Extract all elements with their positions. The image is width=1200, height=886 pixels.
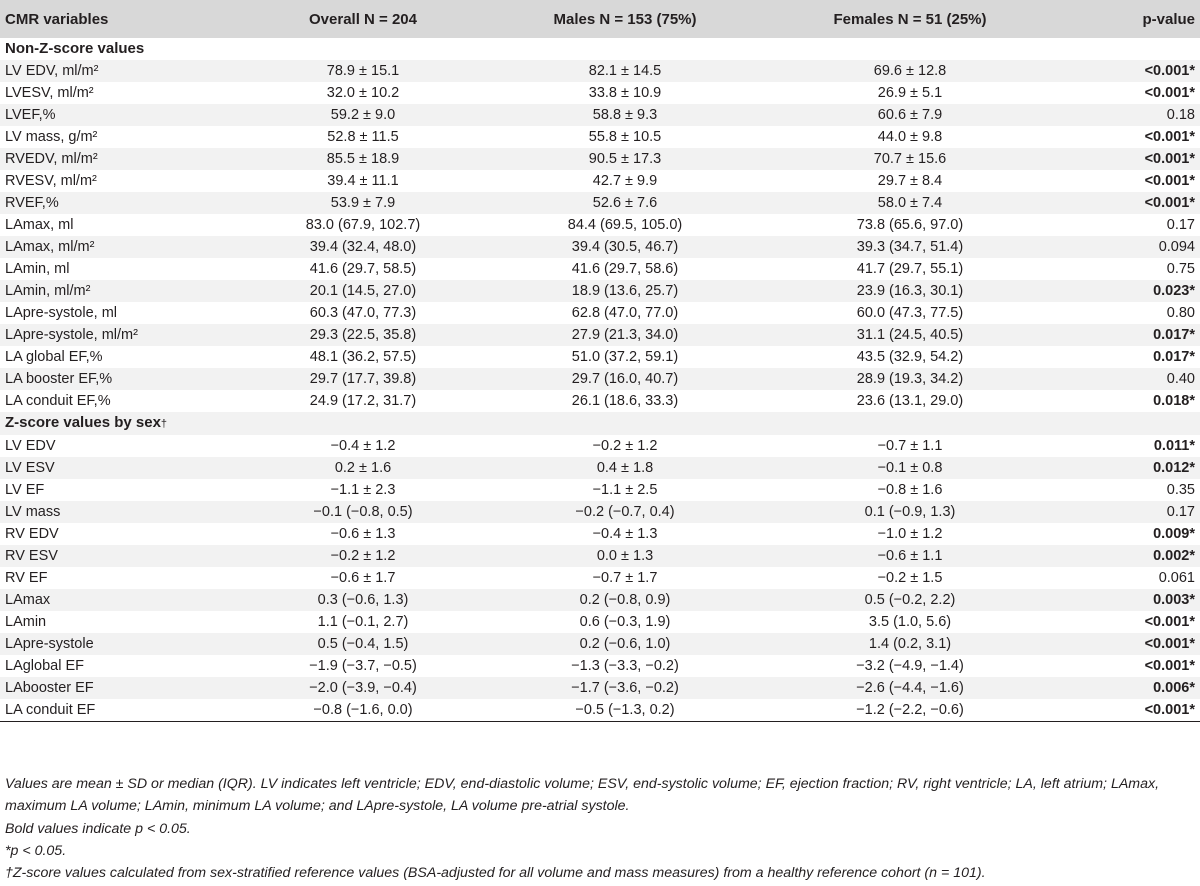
p-value: 0.40 xyxy=(1166,371,1195,387)
row-label: LApre-systole xyxy=(5,636,94,652)
females-value: 31.1 (24.5, 40.5) xyxy=(856,327,964,343)
overall-value: 60.3 (47.0, 77.3) xyxy=(309,305,417,321)
table-row xyxy=(0,324,1200,346)
females-value: 29.7 ± 8.4 xyxy=(877,173,943,189)
p-value: 0.002* xyxy=(1153,548,1195,564)
row-label: RVEF,% xyxy=(5,195,59,211)
table-row xyxy=(0,126,1200,148)
males-value: −1.3 (−3.3, −0.2) xyxy=(571,658,679,674)
overall-value: 32.0 ± 10.2 xyxy=(326,85,400,101)
overall-value: 52.8 ± 11.5 xyxy=(327,129,399,145)
males-value: 42.7 ± 9.9 xyxy=(592,173,658,189)
p-value: 0.75 xyxy=(1166,261,1195,277)
table-row xyxy=(0,368,1200,390)
overall-value: −1.1 ± 2.3 xyxy=(330,482,396,498)
p-value: <0.001* xyxy=(1144,658,1195,674)
p-value: <0.001* xyxy=(1144,195,1195,211)
males-value: 55.8 ± 10.5 xyxy=(588,129,662,145)
females-value: 43.5 (32.9, 54.2) xyxy=(856,349,964,365)
overall-value: 29.7 (17.7, 39.8) xyxy=(309,371,417,387)
females-value: 0.5 (−0.2, 2.2) xyxy=(864,592,956,608)
table-row xyxy=(0,435,1200,457)
females-value: −3.2 (−4.9, −1.4) xyxy=(856,658,964,674)
females-value: −0.6 ± 1.1 xyxy=(877,548,943,564)
row-label: LVEF,% xyxy=(5,107,56,123)
table-row xyxy=(0,479,1200,501)
overall-value: 24.9 (17.2, 31.7) xyxy=(309,393,417,409)
p-value: 0.023* xyxy=(1153,283,1195,299)
overall-value: 0.5 (−0.4, 1.5) xyxy=(317,636,409,652)
table-row xyxy=(0,60,1200,82)
males-value: −0.5 (−1.3, 0.2) xyxy=(575,702,675,718)
males-value: −0.2 ± 1.2 xyxy=(592,438,658,454)
females-value: −0.1 ± 0.8 xyxy=(877,460,943,476)
footnote-dagger: †Z-score values calculated from sex-stratified reference values (BSA-adjusted for all volume and mass measures) from a healthy reference cohort (n = 101). xyxy=(5,865,986,882)
p-value: <0.001* xyxy=(1144,63,1195,79)
females-value: 39.3 (34.7, 51.4) xyxy=(856,239,964,255)
females-value: −2.6 (−4.4, −1.6) xyxy=(856,680,964,696)
females-value: −1.2 (−2.2, −0.6) xyxy=(856,702,964,718)
females-value: 26.9 ± 5.1 xyxy=(877,85,943,101)
overall-value: 83.0 (67.9, 102.7) xyxy=(305,217,421,233)
females-value: 3.5 (1.0, 5.6) xyxy=(868,614,952,630)
males-value: 27.9 (21.3, 34.0) xyxy=(571,327,679,343)
row-label: LAglobal EF xyxy=(5,658,84,674)
males-value: 82.1 ± 14.5 xyxy=(588,63,662,79)
males-value: 18.9 (13.6, 25.7) xyxy=(571,283,679,299)
overall-value: 29.3 (22.5, 35.8) xyxy=(309,327,417,343)
overall-value: −2.0 (−3.9, −0.4) xyxy=(309,680,417,696)
table-row xyxy=(0,390,1200,412)
males-value: 0.4 ± 1.8 xyxy=(596,460,654,476)
p-value: 0.012* xyxy=(1153,460,1195,476)
footnote-bold-values: Bold values indicate p < 0.05. xyxy=(5,820,191,837)
overall-value: 41.6 (29.7, 58.5) xyxy=(309,261,417,277)
females-value: 23.6 (13.1, 29.0) xyxy=(856,393,964,409)
males-value: 62.8 (47.0, 77.0) xyxy=(571,305,679,321)
table-body xyxy=(0,38,1200,722)
table-row xyxy=(0,192,1200,214)
table-footnotes xyxy=(5,773,1195,884)
females-value: 60.6 ± 7.9 xyxy=(877,107,943,123)
overall-value: −0.8 (−1.6, 0.0) xyxy=(313,702,413,718)
row-label: RV ESV xyxy=(5,548,58,564)
row-label: LAmax, ml/m² xyxy=(5,239,95,255)
males-value: 41.6 (29.7, 58.6) xyxy=(571,261,679,277)
p-value: 0.094 xyxy=(1158,239,1195,255)
overall-value: 48.1 (36.2, 57.5) xyxy=(309,349,417,365)
males-value: 0.0 ± 1.3 xyxy=(596,548,654,564)
table-row xyxy=(0,148,1200,170)
row-label: LV ESV xyxy=(5,460,55,476)
females-value: −0.8 ± 1.6 xyxy=(877,482,943,498)
males-value: 29.7 (16.0, 40.7) xyxy=(571,371,679,387)
table-row xyxy=(0,589,1200,611)
males-value: −0.7 ± 1.7 xyxy=(592,570,658,586)
males-value: −0.2 (−0.7, 0.4) xyxy=(575,504,675,520)
section-header-row xyxy=(0,412,1200,435)
males-value: −0.4 ± 1.3 xyxy=(592,526,658,542)
row-label: RVESV, ml/m² xyxy=(5,173,97,189)
p-value: 0.009* xyxy=(1153,526,1195,542)
table-row xyxy=(0,302,1200,324)
row-label: RVEDV, ml/m² xyxy=(5,151,98,167)
table-row xyxy=(0,82,1200,104)
p-value: 0.17 xyxy=(1166,217,1195,233)
header-row xyxy=(0,0,1200,38)
row-label: LV mass xyxy=(5,504,61,520)
p-value: 0.35 xyxy=(1166,482,1195,498)
header-males: Males N = 153 (75%) xyxy=(553,10,697,28)
table-row xyxy=(0,104,1200,126)
p-value: <0.001* xyxy=(1144,173,1195,189)
males-value: 33.8 ± 10.9 xyxy=(588,85,662,101)
table-row xyxy=(0,699,1200,722)
row-label: LA conduit EF,% xyxy=(5,393,111,409)
overall-value: 0.3 (−0.6, 1.3) xyxy=(317,592,409,608)
overall-value: 53.9 ± 7.9 xyxy=(330,195,396,211)
overall-value: 39.4 ± 11.1 xyxy=(327,173,399,189)
p-value: 0.80 xyxy=(1166,305,1195,321)
row-label: LV mass, g/m² xyxy=(5,129,98,145)
row-label: LAbooster EF xyxy=(5,680,94,696)
footnote-abbreviations: Values are mean ± SD or median (IQR). LV indicates left ventricle; EDV, end-diastolic volume; ESV, end-systolic volume; EF, ejection fraction; RV, right ventricle; LA, left atrium; LAmax, maximum LA volume; LAmin, minimum LA volume; and LApre-systole, LA volume pre-atrial systole. xyxy=(5,776,1160,815)
row-label: LA conduit EF xyxy=(5,702,96,718)
section-title-text: Z-score values by sex xyxy=(5,414,161,431)
section-title xyxy=(0,38,1200,60)
row-label: LA global EF,% xyxy=(5,349,103,365)
row-label: LV EDV, ml/m² xyxy=(5,63,99,79)
males-value: 0.6 (−0.3, 1.9) xyxy=(579,614,671,630)
p-value: 0.061 xyxy=(1158,570,1195,586)
row-label: LAmin, ml/m² xyxy=(5,283,91,299)
table-row xyxy=(0,346,1200,368)
section-header-row xyxy=(0,38,1200,60)
males-value: 26.1 (18.6, 33.3) xyxy=(571,393,679,409)
p-value: 0.018* xyxy=(1153,393,1195,409)
p-value: <0.001* xyxy=(1144,151,1195,167)
table-row xyxy=(0,633,1200,655)
dagger-mark: † xyxy=(160,418,168,430)
table-row xyxy=(0,170,1200,192)
females-value: 44.0 ± 9.8 xyxy=(877,129,943,145)
table-row xyxy=(0,258,1200,280)
females-value: 58.0 ± 7.4 xyxy=(877,195,943,211)
p-value: <0.001* xyxy=(1144,702,1195,718)
table-row xyxy=(0,545,1200,567)
females-value: 73.8 (65.6, 97.0) xyxy=(856,217,964,233)
p-value: 0.003* xyxy=(1153,592,1195,608)
females-value: 69.6 ± 12.8 xyxy=(873,63,947,79)
table-row xyxy=(0,214,1200,236)
p-value: 0.011* xyxy=(1153,438,1195,454)
males-value: 58.8 ± 9.3 xyxy=(592,107,658,123)
row-label: LA booster EF,% xyxy=(5,371,113,387)
p-value: 0.17 xyxy=(1166,504,1195,520)
table-row xyxy=(0,457,1200,479)
p-value: 0.017* xyxy=(1153,349,1195,365)
row-label: LAmax, ml xyxy=(5,217,74,233)
row-label: LV EF xyxy=(5,482,45,498)
header-cmr-variables: CMR variables xyxy=(5,10,109,28)
males-value: 0.2 (−0.6, 1.0) xyxy=(579,636,671,652)
overall-value: −0.1 (−0.8, 0.5) xyxy=(313,504,413,520)
females-value: 41.7 (29.7, 55.1) xyxy=(856,261,964,277)
p-value: <0.001* xyxy=(1144,129,1195,145)
females-value: 70.7 ± 15.6 xyxy=(873,151,947,167)
p-value: <0.001* xyxy=(1144,614,1195,630)
overall-value: 78.9 ± 15.1 xyxy=(326,63,400,79)
section-title-text: Non-Z-score values xyxy=(5,40,145,57)
row-label: LV EDV xyxy=(5,438,56,454)
header-females: Females N = 51 (25%) xyxy=(833,10,987,28)
males-value: 0.2 (−0.8, 0.9) xyxy=(579,592,671,608)
overall-value: −0.6 ± 1.7 xyxy=(330,570,396,586)
footnote-asterisk: *p < 0.05. xyxy=(5,842,67,859)
header-p-value: p-value xyxy=(1142,10,1195,28)
overall-value: 20.1 (14.5, 27.0) xyxy=(309,283,417,299)
table-row xyxy=(0,236,1200,258)
section-title xyxy=(0,412,1200,435)
overall-value: 85.5 ± 18.9 xyxy=(326,151,400,167)
males-value: 52.6 ± 7.6 xyxy=(592,195,658,211)
table-row xyxy=(0,677,1200,699)
overall-value: 1.1 (−0.1, 2.7) xyxy=(317,614,409,630)
table-header xyxy=(0,0,1200,38)
row-label: RV EDV xyxy=(5,526,59,542)
overall-value: 59.2 ± 9.0 xyxy=(330,107,396,123)
row-label: RV EF xyxy=(5,570,48,586)
males-value: −1.1 ± 2.5 xyxy=(592,482,658,498)
p-value: 0.006* xyxy=(1153,680,1195,696)
p-value: <0.001* xyxy=(1144,636,1195,652)
females-value: 23.9 (16.3, 30.1) xyxy=(856,283,964,299)
table-row xyxy=(0,655,1200,677)
row-label: LApre-systole, ml xyxy=(5,305,118,321)
overall-value: −0.2 ± 1.2 xyxy=(330,548,396,564)
females-value: −1.0 ± 1.2 xyxy=(877,526,943,542)
females-value: 28.9 (19.3, 34.2) xyxy=(856,371,964,387)
males-value: 51.0 (37.2, 59.1) xyxy=(571,349,679,365)
overall-value: −0.6 ± 1.3 xyxy=(330,526,396,542)
p-value: <0.001* xyxy=(1144,85,1195,101)
row-label: LAmin xyxy=(5,614,47,630)
table-row xyxy=(0,567,1200,589)
overall-value: −1.9 (−3.7, −0.5) xyxy=(309,658,417,674)
females-value: −0.7 ± 1.1 xyxy=(877,438,943,454)
header-overall: Overall N = 204 xyxy=(309,10,417,28)
overall-value: −0.4 ± 1.2 xyxy=(330,438,396,454)
males-value: 84.4 (69.5, 105.0) xyxy=(567,217,683,233)
table-row xyxy=(0,280,1200,302)
row-label: LAmin, ml xyxy=(5,261,70,277)
females-value: −0.2 ± 1.5 xyxy=(877,570,943,586)
females-value: 1.4 (0.2, 3.1) xyxy=(868,636,952,652)
table-row xyxy=(0,501,1200,523)
females-value: 60.0 (47.3, 77.5) xyxy=(856,305,964,321)
overall-value: 39.4 (32.4, 48.0) xyxy=(309,239,417,255)
females-value: 0.1 (−0.9, 1.3) xyxy=(864,504,956,520)
males-value: 90.5 ± 17.3 xyxy=(588,151,662,167)
males-value: −1.7 (−3.6, −0.2) xyxy=(571,680,679,696)
p-value: 0.017* xyxy=(1153,327,1195,343)
table-row xyxy=(0,523,1200,545)
p-value: 0.18 xyxy=(1166,107,1195,123)
overall-value: 0.2 ± 1.6 xyxy=(334,460,392,476)
males-value: 39.4 (30.5, 46.7) xyxy=(571,239,679,255)
table-row xyxy=(0,611,1200,633)
row-label: LVESV, ml/m² xyxy=(5,85,94,101)
row-label: LAmax xyxy=(5,592,51,608)
row-label: LApre-systole, ml/m² xyxy=(5,327,138,343)
